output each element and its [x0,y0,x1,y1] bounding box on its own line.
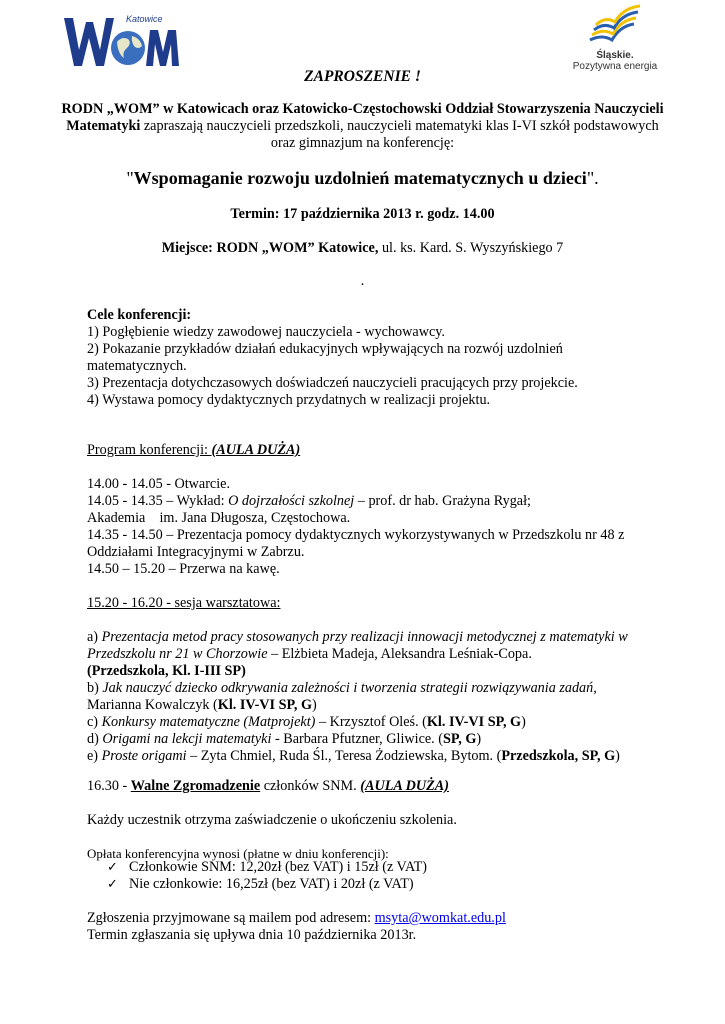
goal-item: 1) Pogłębienie wiedzy zawodowej nauczyciela - wychowawcy. [87,324,445,340]
workshop-item-b: b) Jak nauczyć dziecko odkrywania zależności i tworzenia strategii rozwiązywania zadań, [87,680,597,696]
intro-invitation: zapraszają nauczycieli przedszkoli, nauczycieli matematyki klas I-VI szkół podstawowych oraz gimnazjum na konferencję: [143,118,659,151]
page-title: ZAPROSZENIE ! [304,68,421,85]
workshop-item-e: e) Proste origami – Zyta Chmiel, Ruda Śl., Teresa Żodziewska, Bytom. (Przedszkola, SP, G) [87,748,620,764]
program-item-time: 14.05 - 14.35 – Wykład: [87,493,229,509]
check-icon: ✓ [107,860,118,875]
separator-dot: . [360,273,365,289]
assembly-place: (AULA DUŻA) [360,778,449,794]
program-item: 14.50 – 15.20 – Przerwa na kawę. [87,561,280,577]
registration-text: Zgłoszenia przyjmowane są mailem pod adresem: [87,910,375,926]
conference-title-open-quote: " [126,168,134,188]
certificate-note: Każdy uczestnik otrzyma zaświadczenie o ukończeniu szkolenia. [87,812,457,828]
program-list [87,476,647,578]
assembly-time: 16.30 - [87,778,131,794]
conference-place [60,240,665,257]
program-item-continuation: Akademia im. Jana Długosza, Częstochowa. [87,510,351,526]
fee-item [107,859,627,876]
conference-place-address: ul. ks. Kard. S. Wyszyńskiego 7 [378,240,564,256]
conference-title [60,167,665,189]
wom-logo [62,8,180,72]
intro-paragraph [60,101,665,152]
registration [87,910,647,944]
wom-logo-katowice: Katowice [126,14,163,24]
registration-email-link[interactable]: msyta@womkat.edu.pl [374,910,506,926]
lecture-speaker: – prof. dr hab. Grażyna Rygał; [354,493,531,509]
program-item: 14.35 - 14.50 – Prezentacja pomocy dydaktycznych wykorzystywanych w Przedszkolu nr 48 z Oddziałami Integracyjnymi w Zabrzu. [87,527,625,560]
check-icon: ✓ [107,877,118,892]
assembly-title: Walne Zgromadzenie [130,778,261,794]
program-place: (AULA DUŻA) [211,442,301,458]
goal-item: 3) Prezentacja dotychczasowych doświadczeń nauczycieli pracujących przy projekcie. [87,375,578,391]
fee-heading: Opłata konferencyjna wynosi (płatne w dniu konferencji): [87,846,389,861]
slaskie-logo [570,4,660,74]
program-item: 14.00 - 14.05 - Otwarcie. [87,476,231,492]
slaskie-logo-line1: Śląskie. [596,50,634,61]
workshop-item-d: d) Origami na lekcji matematyki - Barbara Pfutzner, Gliwice. (SP, G) [87,731,482,747]
general-assembly [87,778,647,795]
workshop-list [87,629,647,765]
program-heading [87,442,647,459]
program-item [87,493,647,510]
conference-date-text: Termin: 17 października 2013 r. godz. 14.00 [230,206,495,222]
workshop-heading-text: 15.20 - 16.20 - sesja warsztatowa: [87,595,281,611]
conference-title-text: Wspomaganie rozwoju uzdolnień matematycznych u dzieci [133,168,587,188]
goals-section [87,307,647,409]
workshop-heading [87,595,647,612]
workshop-item-c: c) Konkursy matematyczne (Matprojekt) – Krzysztof Oleś. (Kl. IV-VI SP, G) [87,714,526,730]
program-label: Program konferencji: [87,442,212,458]
registration-deadline: Termin zgłaszania się upływa dnia 10 października 2013r. [87,927,417,943]
workshop-item-a-group: (Przedszkola, Kl. I-III SP) [87,663,246,679]
fee-item [107,876,627,893]
conference-place-name: Miejsce: RODN „WOM” Katowice, [161,240,379,256]
workshop-item-a: a) Prezentacja metod pracy stosowanych przy realizacji innowacji metodycznej z matematyki w Przedszkolu nr 21 w Chorzowie – Elżbieta Madeja, Aleksandra Leśniak-Copa. [87,629,628,662]
slaskie-logo-line2: Pozytywna energia [572,61,658,72]
workshop-item-b-author: Marianna Kowalczyk (Kl. IV-VI SP, G) [87,697,317,713]
assembly-desc: członków SNM. [260,778,361,794]
conference-date [60,206,665,223]
fee-item-text: Nie członkowie: 16,25zł (bez VAT) i 20zł (z VAT) [129,876,414,892]
intro-organizers: RODN „WOM” w Katowicach oraz Katowicko-Częstochowski Oddział Stowarzyszenia Nauczycieli Matematyki [61,101,664,134]
lecture-title: O dojrzałości szkolnej [228,493,355,509]
fee-list [107,859,627,893]
goals-heading: Cele konferencji: [87,307,192,323]
goal-item: 2) Pokazanie przykładów działań edukacyjnych wpływających na rozwój uzdolnień matematycznych. [87,341,563,374]
conference-title-close-quote: ". [586,168,599,188]
goal-item: 4) Wystawa pomocy dydaktycznych przydatnych w realizacji projektu. [87,392,491,408]
fee-item-text: Członkowie SNM: 12,20zł (bez VAT) i 15zł (z VAT) [129,859,428,875]
